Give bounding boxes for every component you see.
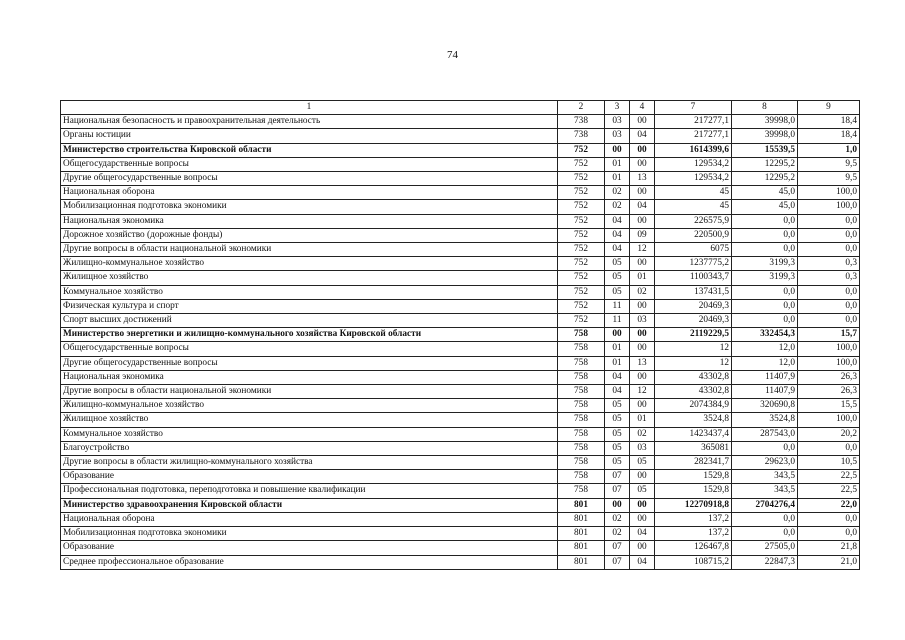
row-section-cell: 04 — [605, 370, 630, 384]
row-percent-cell: 100,0 — [798, 200, 860, 214]
table-row — [61, 172, 860, 186]
row-name-cell: Другие вопросы в области жилищно-коммунального хозяйства — [61, 456, 558, 470]
row-plan-cell: 43302,8 — [655, 385, 732, 399]
row-percent-cell: 10,5 — [798, 456, 860, 470]
row-executed-cell: 0,0 — [732, 228, 798, 242]
row-plan-cell: 137,2 — [655, 527, 732, 541]
row-subsection-cell: 02 — [630, 285, 655, 299]
row-executed-cell: 11407,9 — [732, 370, 798, 384]
row-code-cell: 758 — [558, 356, 605, 370]
row-executed-cell: 287543,0 — [732, 427, 798, 441]
row-plan-cell: 1529,8 — [655, 484, 732, 498]
row-executed-cell: 3199,3 — [732, 257, 798, 271]
table-row — [61, 299, 860, 313]
row-name-cell: Другие общегосударственные вопросы — [61, 356, 558, 370]
row-percent-cell: 0,0 — [798, 527, 860, 541]
row-subsection-cell: 00 — [630, 299, 655, 313]
row-executed-cell: 3199,3 — [732, 271, 798, 285]
row-executed-cell: 22847,3 — [732, 555, 798, 569]
row-code-cell: 752 — [558, 299, 605, 313]
row-name-cell: Физическая культура и спорт — [61, 299, 558, 313]
row-name-cell: Министерство энергетики и жилищно-коммунального хозяйства Кировской области — [61, 328, 558, 342]
row-plan-cell: 2119229,5 — [655, 328, 732, 342]
table-row — [61, 129, 860, 143]
row-code-cell: 758 — [558, 328, 605, 342]
table-row — [61, 200, 860, 214]
row-section-cell: 03 — [605, 115, 630, 129]
row-subsection-cell: 00 — [630, 115, 655, 129]
row-percent-cell: 0,0 — [798, 214, 860, 228]
budget-table-body — [61, 101, 860, 570]
row-subsection-cell: 09 — [630, 228, 655, 242]
row-executed-cell: 39998,0 — [732, 129, 798, 143]
row-name-cell: Жилищное хозяйство — [61, 413, 558, 427]
row-name-cell: Общегосударственные вопросы — [61, 342, 558, 356]
row-subsection-cell: 00 — [630, 328, 655, 342]
row-name-cell: Другие вопросы в области национальной экономики — [61, 243, 558, 257]
table-header-row — [61, 101, 860, 115]
row-plan-cell: 1529,8 — [655, 470, 732, 484]
row-subsection-cell: 00 — [630, 498, 655, 512]
table-row — [61, 271, 860, 285]
row-percent-cell: 0,0 — [798, 512, 860, 526]
table-row — [61, 314, 860, 328]
row-code-cell: 738 — [558, 115, 605, 129]
row-percent-cell: 100,0 — [798, 186, 860, 200]
row-section-cell: 07 — [605, 541, 630, 555]
row-percent-cell: 9,5 — [798, 157, 860, 171]
row-percent-cell: 100,0 — [798, 342, 860, 356]
row-percent-cell: 100,0 — [798, 413, 860, 427]
header-cell-plan: 7 — [655, 101, 732, 115]
row-section-cell: 07 — [605, 484, 630, 498]
row-subsection-cell: 00 — [630, 399, 655, 413]
table-row — [61, 214, 860, 228]
table-row — [61, 243, 860, 257]
row-subsection-cell: 03 — [630, 441, 655, 455]
row-section-cell: 11 — [605, 314, 630, 328]
row-code-cell: 752 — [558, 243, 605, 257]
row-plan-cell: 20469,3 — [655, 299, 732, 313]
header-cell-executed: 8 — [732, 101, 798, 115]
row-percent-cell: 22,5 — [798, 484, 860, 498]
row-name-cell: Министерство здравоохранения Кировской области — [61, 498, 558, 512]
row-executed-cell: 0,0 — [732, 285, 798, 299]
row-section-cell: 05 — [605, 456, 630, 470]
row-section-cell: 02 — [605, 200, 630, 214]
row-name-cell: Благоустройство — [61, 441, 558, 455]
row-section-cell: 02 — [605, 186, 630, 200]
row-section-cell: 05 — [605, 399, 630, 413]
row-name-cell: Национальная экономика — [61, 370, 558, 384]
row-code-cell: 801 — [558, 541, 605, 555]
row-subsection-cell: 00 — [630, 257, 655, 271]
row-code-cell: 752 — [558, 257, 605, 271]
row-plan-cell: 43302,8 — [655, 370, 732, 384]
row-name-cell: Профессиональная подготовка, переподготовка и повышение квалификации — [61, 484, 558, 498]
row-name-cell: Жилищное хозяйство — [61, 271, 558, 285]
table-row — [61, 399, 860, 413]
row-section-cell: 00 — [605, 498, 630, 512]
row-plan-cell: 1237775,2 — [655, 257, 732, 271]
row-subsection-cell: 00 — [630, 186, 655, 200]
row-percent-cell: 0,3 — [798, 271, 860, 285]
table-row — [61, 470, 860, 484]
row-executed-cell: 29623,0 — [732, 456, 798, 470]
row-section-cell: 05 — [605, 427, 630, 441]
row-name-cell: Коммунальное хозяйство — [61, 427, 558, 441]
row-subsection-cell: 01 — [630, 413, 655, 427]
page-number: 74 — [447, 49, 458, 61]
row-code-cell: 738 — [558, 129, 605, 143]
row-section-cell: 04 — [605, 385, 630, 399]
row-section-cell: 04 — [605, 228, 630, 242]
row-code-cell: 758 — [558, 456, 605, 470]
row-code-cell: 758 — [558, 342, 605, 356]
row-executed-cell: 343,5 — [732, 484, 798, 498]
row-executed-cell: 15539,5 — [732, 143, 798, 157]
row-plan-cell: 6075 — [655, 243, 732, 257]
row-code-cell: 752 — [558, 228, 605, 242]
row-section-cell: 00 — [605, 143, 630, 157]
row-percent-cell: 21,8 — [798, 541, 860, 555]
row-plan-cell: 129534,2 — [655, 157, 732, 171]
row-subsection-cell: 12 — [630, 243, 655, 257]
row-section-cell: 00 — [605, 328, 630, 342]
row-code-cell: 758 — [558, 441, 605, 455]
row-percent-cell: 26,3 — [798, 385, 860, 399]
row-section-cell: 11 — [605, 299, 630, 313]
row-percent-cell: 20,2 — [798, 427, 860, 441]
header-cell-section: 3 — [605, 101, 630, 115]
row-percent-cell: 18,4 — [798, 129, 860, 143]
row-percent-cell: 9,5 — [798, 172, 860, 186]
row-name-cell: Образование — [61, 541, 558, 555]
row-subsection-cell: 04 — [630, 129, 655, 143]
row-plan-cell: 1100343,7 — [655, 271, 732, 285]
table-row — [61, 342, 860, 356]
row-plan-cell: 226575,9 — [655, 214, 732, 228]
row-subsection-cell: 02 — [630, 427, 655, 441]
header-cell-percent: 9 — [798, 101, 860, 115]
row-percent-cell: 18,4 — [798, 115, 860, 129]
row-percent-cell: 0,0 — [798, 441, 860, 455]
row-subsection-cell: 00 — [630, 143, 655, 157]
table-row — [61, 541, 860, 555]
row-percent-cell: 22,0 — [798, 498, 860, 512]
row-subsection-cell: 13 — [630, 356, 655, 370]
row-section-cell: 05 — [605, 441, 630, 455]
row-section-cell: 02 — [605, 512, 630, 526]
row-percent-cell: 0,0 — [798, 314, 860, 328]
row-section-cell: 01 — [605, 342, 630, 356]
row-plan-cell: 137431,5 — [655, 285, 732, 299]
row-section-cell: 05 — [605, 271, 630, 285]
table-row — [61, 257, 860, 271]
row-name-cell: Мобилизационная подготовка экономики — [61, 200, 558, 214]
row-code-cell: 752 — [558, 157, 605, 171]
row-subsection-cell: 05 — [630, 456, 655, 470]
table-row — [61, 527, 860, 541]
row-code-cell: 758 — [558, 385, 605, 399]
row-code-cell: 801 — [558, 498, 605, 512]
row-section-cell: 05 — [605, 413, 630, 427]
row-executed-cell: 3524,8 — [732, 413, 798, 427]
row-plan-cell: 1423437,4 — [655, 427, 732, 441]
row-executed-cell: 0,0 — [732, 243, 798, 257]
row-percent-cell: 0,0 — [798, 299, 860, 313]
row-plan-cell: 365081 — [655, 441, 732, 455]
row-name-cell: Национальная безопасность и правоохранительная деятельность — [61, 115, 558, 129]
row-percent-cell: 0,0 — [798, 243, 860, 257]
row-executed-cell: 0,0 — [732, 527, 798, 541]
row-executed-cell: 0,0 — [732, 214, 798, 228]
row-subsection-cell: 00 — [630, 370, 655, 384]
row-subsection-cell: 00 — [630, 512, 655, 526]
row-name-cell: Коммунальное хозяйство — [61, 285, 558, 299]
row-subsection-cell: 00 — [630, 470, 655, 484]
row-plan-cell: 12 — [655, 342, 732, 356]
row-percent-cell: 22,5 — [798, 470, 860, 484]
row-code-cell: 752 — [558, 314, 605, 328]
row-percent-cell: 0,3 — [798, 257, 860, 271]
row-executed-cell: 45,0 — [732, 200, 798, 214]
row-section-cell: 07 — [605, 555, 630, 569]
table-row — [61, 498, 860, 512]
row-code-cell: 752 — [558, 172, 605, 186]
row-percent-cell: 100,0 — [798, 356, 860, 370]
row-code-cell: 758 — [558, 470, 605, 484]
row-subsection-cell: 04 — [630, 200, 655, 214]
row-executed-cell: 0,0 — [732, 441, 798, 455]
row-plan-cell: 12270918,8 — [655, 498, 732, 512]
row-executed-cell: 343,5 — [732, 470, 798, 484]
row-plan-cell: 137,2 — [655, 512, 732, 526]
row-subsection-cell: 01 — [630, 271, 655, 285]
row-subsection-cell: 00 — [630, 157, 655, 171]
row-plan-cell: 2074384,9 — [655, 399, 732, 413]
row-percent-cell: 15,7 — [798, 328, 860, 342]
row-name-cell: Национальная оборона — [61, 186, 558, 200]
row-name-cell: Другие вопросы в области национальной экономики — [61, 385, 558, 399]
row-name-cell: Мобилизационная подготовка экономики — [61, 527, 558, 541]
row-executed-cell: 12295,2 — [732, 172, 798, 186]
row-section-cell: 01 — [605, 356, 630, 370]
row-subsection-cell: 04 — [630, 555, 655, 569]
row-executed-cell: 0,0 — [732, 314, 798, 328]
row-name-cell: Образование — [61, 470, 558, 484]
row-executed-cell: 27505,0 — [732, 541, 798, 555]
row-executed-cell: 12295,2 — [732, 157, 798, 171]
row-name-cell: Национальная оборона — [61, 512, 558, 526]
row-subsection-cell: 03 — [630, 314, 655, 328]
row-name-cell: Органы юстиции — [61, 129, 558, 143]
row-section-cell: 05 — [605, 285, 630, 299]
row-executed-cell: 39998,0 — [732, 115, 798, 129]
row-name-cell: Другие общегосударственные вопросы — [61, 172, 558, 186]
row-section-cell: 01 — [605, 172, 630, 186]
table-row — [61, 115, 860, 129]
row-code-cell: 758 — [558, 413, 605, 427]
table-row — [61, 228, 860, 242]
row-subsection-cell: 00 — [630, 541, 655, 555]
row-code-cell: 752 — [558, 285, 605, 299]
row-name-cell: Спорт высших достижений — [61, 314, 558, 328]
table-row — [61, 512, 860, 526]
row-executed-cell: 332454,3 — [732, 328, 798, 342]
table-row — [61, 385, 860, 399]
row-name-cell: Министерство строительства Кировской области — [61, 143, 558, 157]
row-executed-cell: 12,0 — [732, 342, 798, 356]
row-code-cell: 758 — [558, 399, 605, 413]
row-plan-cell: 282341,7 — [655, 456, 732, 470]
row-plan-cell: 108715,2 — [655, 555, 732, 569]
row-plan-cell: 20469,3 — [655, 314, 732, 328]
row-plan-cell: 1614399,6 — [655, 143, 732, 157]
row-plan-cell: 217277,1 — [655, 115, 732, 129]
row-code-cell: 801 — [558, 527, 605, 541]
table-row — [61, 143, 860, 157]
row-percent-cell: 15,5 — [798, 399, 860, 413]
table-row — [61, 555, 860, 569]
row-section-cell: 05 — [605, 257, 630, 271]
row-code-cell: 758 — [558, 427, 605, 441]
row-subsection-cell: 05 — [630, 484, 655, 498]
row-plan-cell: 12 — [655, 356, 732, 370]
row-code-cell: 758 — [558, 370, 605, 384]
row-subsection-cell: 00 — [630, 342, 655, 356]
table-row — [61, 328, 860, 342]
row-code-cell: 801 — [558, 512, 605, 526]
row-code-cell: 752 — [558, 143, 605, 157]
row-code-cell: 758 — [558, 484, 605, 498]
row-executed-cell: 12,0 — [732, 356, 798, 370]
row-section-cell: 03 — [605, 129, 630, 143]
header-cell-code: 2 — [558, 101, 605, 115]
row-executed-cell: 45,0 — [732, 186, 798, 200]
row-code-cell: 801 — [558, 555, 605, 569]
row-plan-cell: 45 — [655, 186, 732, 200]
row-plan-cell: 217277,1 — [655, 129, 732, 143]
row-name-cell: Среднее профессиональное образование — [61, 555, 558, 569]
row-code-cell: 752 — [558, 200, 605, 214]
row-executed-cell: 2704276,4 — [732, 498, 798, 512]
row-code-cell: 752 — [558, 271, 605, 285]
row-executed-cell: 320690,8 — [732, 399, 798, 413]
table-row — [61, 370, 860, 384]
table-row — [61, 456, 860, 470]
row-name-cell: Общегосударственные вопросы — [61, 157, 558, 171]
row-plan-cell: 45 — [655, 200, 732, 214]
row-section-cell: 07 — [605, 470, 630, 484]
row-name-cell: Жилищно-коммунальное хозяйство — [61, 257, 558, 271]
row-plan-cell: 3524,8 — [655, 413, 732, 427]
row-section-cell: 01 — [605, 157, 630, 171]
table-row — [61, 157, 860, 171]
row-code-cell: 752 — [558, 214, 605, 228]
table-row — [61, 186, 860, 200]
row-executed-cell: 0,0 — [732, 299, 798, 313]
row-plan-cell: 126467,8 — [655, 541, 732, 555]
row-percent-cell: 26,3 — [798, 370, 860, 384]
row-section-cell: 04 — [605, 214, 630, 228]
row-executed-cell: 11407,9 — [732, 385, 798, 399]
row-plan-cell: 129534,2 — [655, 172, 732, 186]
row-name-cell: Национальная экономика — [61, 214, 558, 228]
table-row — [61, 413, 860, 427]
header-cell-subsection: 4 — [630, 101, 655, 115]
table-row — [61, 484, 860, 498]
row-name-cell: Дорожное хозяйство (дорожные фонды) — [61, 228, 558, 242]
row-percent-cell: 0,0 — [798, 285, 860, 299]
row-subsection-cell: 12 — [630, 385, 655, 399]
row-subsection-cell: 04 — [630, 527, 655, 541]
row-percent-cell: 1,0 — [798, 143, 860, 157]
row-section-cell: 04 — [605, 243, 630, 257]
table-row — [61, 427, 860, 441]
row-subsection-cell: 13 — [630, 172, 655, 186]
row-percent-cell: 0,0 — [798, 228, 860, 242]
row-subsection-cell: 00 — [630, 214, 655, 228]
table-row — [61, 356, 860, 370]
header-cell-name: 1 — [61, 101, 558, 115]
table-row — [61, 441, 860, 455]
budget-table — [60, 100, 860, 570]
row-plan-cell: 220500,9 — [655, 228, 732, 242]
row-percent-cell: 21,0 — [798, 555, 860, 569]
row-code-cell: 752 — [558, 186, 605, 200]
row-name-cell: Жилищно-коммунальное хозяйство — [61, 399, 558, 413]
table-row — [61, 285, 860, 299]
row-executed-cell: 0,0 — [732, 512, 798, 526]
row-section-cell: 02 — [605, 527, 630, 541]
